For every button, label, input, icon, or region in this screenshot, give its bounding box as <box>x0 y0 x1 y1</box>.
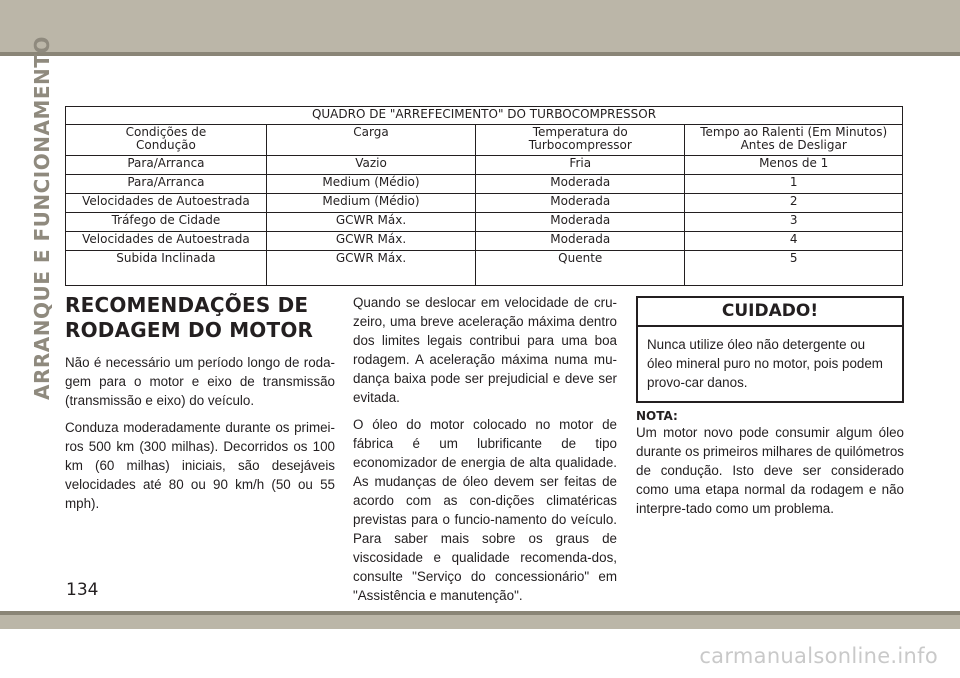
table-cell: Fria <box>476 156 685 175</box>
table-cell: 3 <box>685 213 903 232</box>
table-row <box>66 175 903 194</box>
table-row <box>66 194 903 213</box>
section-heading: RECOMENDAÇÕES DE RODAGEM DO MOTOR <box>65 293 314 342</box>
table-title: QUADRO DE "ARREFECIMENTO" DO TURBOCOMPRESSOR <box>66 107 903 125</box>
table-header: Temperatura do Turbocompressor <box>476 125 685 156</box>
table-cell: Tráfego de Cidade <box>66 213 267 232</box>
table-cell: Moderada <box>476 194 685 213</box>
caution-box <box>636 296 904 403</box>
table-cell: 2 <box>685 194 903 213</box>
table-title-row <box>66 107 903 125</box>
table-cell: 1 <box>685 175 903 194</box>
table-row <box>66 213 903 232</box>
table-cell: Moderada <box>476 175 685 194</box>
turbo-cooling-table <box>65 106 903 286</box>
left-column <box>65 293 335 521</box>
note-body: Um motor novo pode consumir algum óleo durante os primeiros milhares de quilómetros de condução. Isto deve ser considerado como uma etapa normal da rodagem e não interpre-tado como um problema. <box>636 425 904 516</box>
right-column <box>636 296 904 526</box>
table-row <box>66 156 903 175</box>
note-label: NOTA: <box>636 409 678 423</box>
table-cell: Para/Arranca <box>66 175 267 194</box>
table-row <box>66 251 903 286</box>
caution-title: CUIDADO! <box>638 298 902 327</box>
table-header-row <box>66 125 903 156</box>
header-band <box>0 0 960 52</box>
table-cell: Para/Arranca <box>66 156 267 175</box>
table-cell: GCWR Máx. <box>266 213 475 232</box>
table-cell: Subida Inclinada <box>66 251 267 286</box>
table-cell: GCWR Máx. <box>266 232 475 251</box>
table-cell: Velocidades de Autoestrada <box>66 194 267 213</box>
table-cell: Quente <box>476 251 685 286</box>
middle-column <box>353 293 617 613</box>
table-row <box>66 232 903 251</box>
watermark: carmanualsonline.info <box>699 644 938 668</box>
table-header: Carga <box>266 125 475 156</box>
table-cell: Moderada <box>476 232 685 251</box>
paragraph: Quando se deslocar em velocidade de cru-zeiro, uma breve aceleração máxima dentro dos limites legais contribui para uma boa rodagem. A aceleração máxima numa mu-dança baixa pode ser prejudicial e deve ser evitada. <box>353 295 617 405</box>
table-cell: Menos de 1 <box>685 156 903 175</box>
table-cell: GCWR Máx. <box>266 251 475 286</box>
table-cell: Medium (Médio) <box>266 175 475 194</box>
footer-band <box>0 615 960 629</box>
page-number: 134 <box>66 580 99 600</box>
caution-body: Nunca utilize óleo não detergente ou óleo mineral puro no motor, pois podem provo-car danos. <box>647 337 883 390</box>
paragraph: Conduza moderadamente durante os primei-ros 500 km (300 milhas). Decorridos os 100 km (60 milhas) iniciais, são desejáveis velocidades até 80 ou 90 km/h (50 ou 55 mph). <box>65 420 335 511</box>
paragraph: Não é necessário um período longo de roda-gem para o motor e eixo de transmissão (transmissão e eixo) do veículo. <box>65 355 335 408</box>
table-header: Condições de Condução <box>66 125 267 156</box>
table-cell: 4 <box>685 232 903 251</box>
table-cell: Moderada <box>476 213 685 232</box>
table-cell: Vazio <box>266 156 475 175</box>
header-band-stripe <box>0 52 960 56</box>
table-cell: Velocidades de Autoestrada <box>66 232 267 251</box>
table-cell: Medium (Médio) <box>266 194 475 213</box>
table-header: Tempo ao Ralenti (Em Minutos) Antes de Desligar <box>685 125 903 156</box>
table-cell: 5 <box>685 251 903 286</box>
paragraph: O óleo do motor colocado no motor de fábrica é um lubrificante de tipo economizador de energia de alta qualidade. As mudanças de óleo devem ser feitas de acordo com as con-dições climatéricas previstas para o funcio-namento do veículo. Para saber mais sobre os graus de viscosidade e qualidade recomenda-dos, consulte "Serviço do concessionário" em "Assistência e manutenção". <box>353 417 617 603</box>
section-side-title: ARRANQUE E FUNCIONAMENTO <box>30 36 54 400</box>
